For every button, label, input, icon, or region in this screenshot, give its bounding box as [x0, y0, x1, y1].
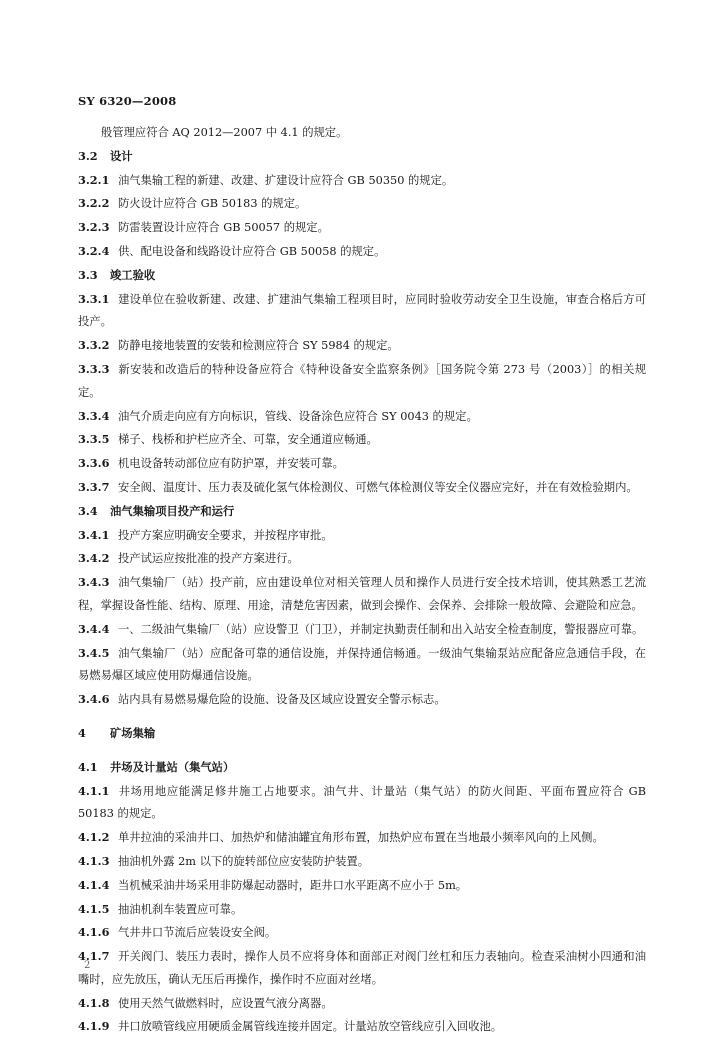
clause-paragraph	[78, 780, 646, 827]
clause-paragraph	[78, 1015, 646, 1039]
clause-number: 4.1.2	[78, 830, 110, 845]
clause-number: 3.4.1	[78, 527, 110, 542]
clause-paragraph	[78, 358, 646, 405]
clause-number: 3.4.2	[78, 551, 110, 566]
clause-number: 3.3.6	[78, 456, 110, 471]
clause-paragraph	[78, 192, 646, 216]
clause-paragraph	[78, 850, 646, 874]
clause-paragraph	[78, 288, 646, 335]
clause-number: 3.4.4	[78, 621, 110, 636]
section-heading	[78, 756, 646, 780]
clause-number: 3.3.3	[78, 361, 110, 376]
clause-number: 3.3.2	[78, 338, 110, 353]
clause-number: 3.2.3	[78, 220, 110, 235]
clause-text: 使用天然气做燃料时，应设置气液分离器。	[118, 996, 333, 1010]
clause-number: 3.2.2	[78, 196, 110, 211]
clause-number: 3.4.5	[78, 645, 110, 660]
section-heading	[78, 500, 646, 524]
clause-text: 新安装和改造后的特种设备应符合《特种设备安全监察条例》［国务院令第 273 号（2003）］的相关规定。	[78, 362, 646, 399]
clause-text: 油气介质走向应有方向标识，管线、设备涂色应符合 SY 0043 的规定。	[118, 409, 478, 423]
clause-number: 4.1.3	[78, 853, 110, 868]
clause-paragraph	[78, 874, 646, 898]
clause-number: 4.1.1	[78, 783, 110, 798]
clause-number: 3.3.5	[78, 432, 110, 447]
section-heading	[78, 264, 646, 288]
clause-text: 梯子、栈桥和护栏应齐全、可靠，安全通道应畅通。	[118, 433, 378, 447]
clause-paragraph	[78, 405, 646, 429]
section-gap	[78, 712, 646, 722]
clause-paragraph	[78, 216, 646, 240]
clause-text: 建设单位在验收新建、改建、扩建油气集输工程项目时，应同时验收劳动安全卫生设施，审查合格后方可投产。	[78, 292, 646, 329]
clause-text: 油气集输厂（站）应配备可靠的通信设施，并保持通信畅通。一级油气集输泵站应配备应急通信手段，在易燃易爆区域应使用防爆通信设施。	[78, 646, 646, 683]
clause-paragraph	[78, 945, 646, 992]
clause-text: 防静电接地装置的安装和检测应符合 SY 5984 的规定。	[118, 339, 399, 353]
clause-text: 投产试运应按批准的投产方案进行。	[118, 552, 299, 566]
clause-number: 4.1.9	[78, 1019, 110, 1034]
clause-number: 3.3.1	[78, 291, 110, 306]
clause-text: 一、二级油气集输厂（站）应设警卫（门卫），并制定执勤责任制和出入站安全检查制度，警报器应可靠。	[118, 622, 644, 636]
section-heading	[78, 145, 646, 169]
clause-paragraph	[78, 642, 646, 689]
clause-text: 投产方案应明确安全要求，并按程序审批。	[118, 528, 333, 542]
standard-code-header: SY 6320—2008	[78, 94, 177, 108]
clause-number: 4.1.8	[78, 995, 110, 1010]
clause-paragraph	[78, 524, 646, 548]
chapter-heading	[78, 722, 646, 746]
clause-text: 供、配电设备和线路设计应符合 GB 50058 的规定。	[118, 244, 386, 258]
clause-text: 油气集输工程的新建、改建、扩建设计应符合 GB 50350 的规定。	[118, 173, 454, 187]
clause-text: 防雷装置设计应符合 GB 50057 的规定。	[118, 221, 329, 235]
clause-text: 防火设计应符合 GB 50183 的规定。	[118, 197, 307, 211]
heading-title: 井场及计量站（集气站）	[110, 759, 235, 774]
clause-text: 站内具有易燃易爆危险的设施、设备及区域应设置安全警示标志。	[118, 693, 446, 707]
clause-paragraph	[78, 547, 646, 571]
clause-number: 3.2	[78, 148, 98, 163]
clause-number: 4.1	[78, 759, 98, 774]
clause-text: 气井井口节流后应装设安全阀。	[118, 926, 277, 940]
clause-number: 4.1.4	[78, 877, 110, 892]
clause-paragraph	[78, 826, 646, 850]
clause-text: 当机械采油井场采用非防爆起动器时，距井口水平距离不应小于 5m。	[118, 878, 468, 892]
clause-number: 3.4	[78, 503, 98, 518]
clause-text: 抽油机外露 2m 以下的旋转部位应安装防护装置。	[118, 854, 370, 868]
clause-paragraph	[78, 428, 646, 452]
clause-number: 3.3	[78, 267, 98, 282]
clause-text: 抽油机刹车装置应可靠。	[118, 902, 243, 916]
clause-number: 4.1.6	[78, 925, 110, 940]
clause-paragraph	[78, 571, 646, 618]
clause-number: 3.2.4	[78, 243, 110, 258]
continuation-line	[78, 122, 646, 145]
clause-number: 3.3.7	[78, 479, 110, 494]
clause-number: 3.4.6	[78, 692, 110, 707]
clause-paragraph	[78, 476, 646, 500]
clause-text: 井口放喷管线应用硬质金属管线连接并固定。计量站放空管线应引入回收池。	[118, 1020, 503, 1034]
heading-title: 油气集输项目投产和运行	[110, 503, 235, 518]
document-body	[78, 122, 646, 1039]
clause-paragraph	[78, 898, 646, 922]
clause-paragraph	[78, 992, 646, 1016]
clause-text: 机电设备转动部位应有防护罩，并安装可靠。	[118, 457, 344, 471]
clause-paragraph	[78, 169, 646, 193]
clause-paragraph	[78, 618, 646, 642]
paragraph-text: 般管理应符合 AQ 2012—2007 中 4.1 的规定。	[101, 126, 348, 139]
heading-title: 矿场集输	[110, 725, 156, 740]
clause-number: 4	[78, 725, 86, 740]
clause-text: 开关阀门、装压力表时，操作人员不应将身体和面部正对阀门丝杠和压力表轴向。检查采油树小四通和油嘴时，应先放压，确认无压后再操作，操作时不应面对丝堵。	[78, 950, 646, 986]
heading-title: 竣工验收	[110, 267, 156, 282]
clause-text: 安全阀、温度计、压力表及硫化氢气体检测仪、可燃气体检测仪等安全仪器应完好，并在有效检验期内。	[118, 480, 638, 494]
clause-paragraph	[78, 334, 646, 358]
clause-paragraph	[78, 240, 646, 264]
heading-title: 设计	[110, 148, 133, 163]
clause-number: 3.4.3	[78, 575, 110, 590]
clause-paragraph	[78, 688, 646, 712]
clause-paragraph	[78, 452, 646, 476]
clause-number: 4.1.7	[78, 949, 110, 964]
clause-paragraph	[78, 921, 646, 945]
clause-number: 3.3.4	[78, 408, 110, 423]
clause-number: 3.2.1	[78, 172, 110, 187]
page-number: 2	[84, 960, 91, 971]
clause-text: 单井拉油的采油井口、加热炉和储油罐宜角形布置，加热炉应布置在当地最小频率风向的上风侧。	[118, 831, 604, 845]
clause-text: 井场用地应能满足修井施工占地要求。油气井、计量站（集气站）的防火间距、平面布置应符合 GB 50183 的规定。	[78, 784, 646, 821]
section-gap	[78, 746, 646, 756]
clause-text: 油气集输厂（站）投产前，应由建设单位对相关管理人员和操作人员进行安全技术培训，使其熟悉工艺流程，掌握设备性能、结构、原理、用途，清楚危害因素，做到会操作、会保养、会排除一般故障、会避险和应急。	[78, 576, 646, 612]
clause-number: 4.1.5	[78, 901, 110, 916]
